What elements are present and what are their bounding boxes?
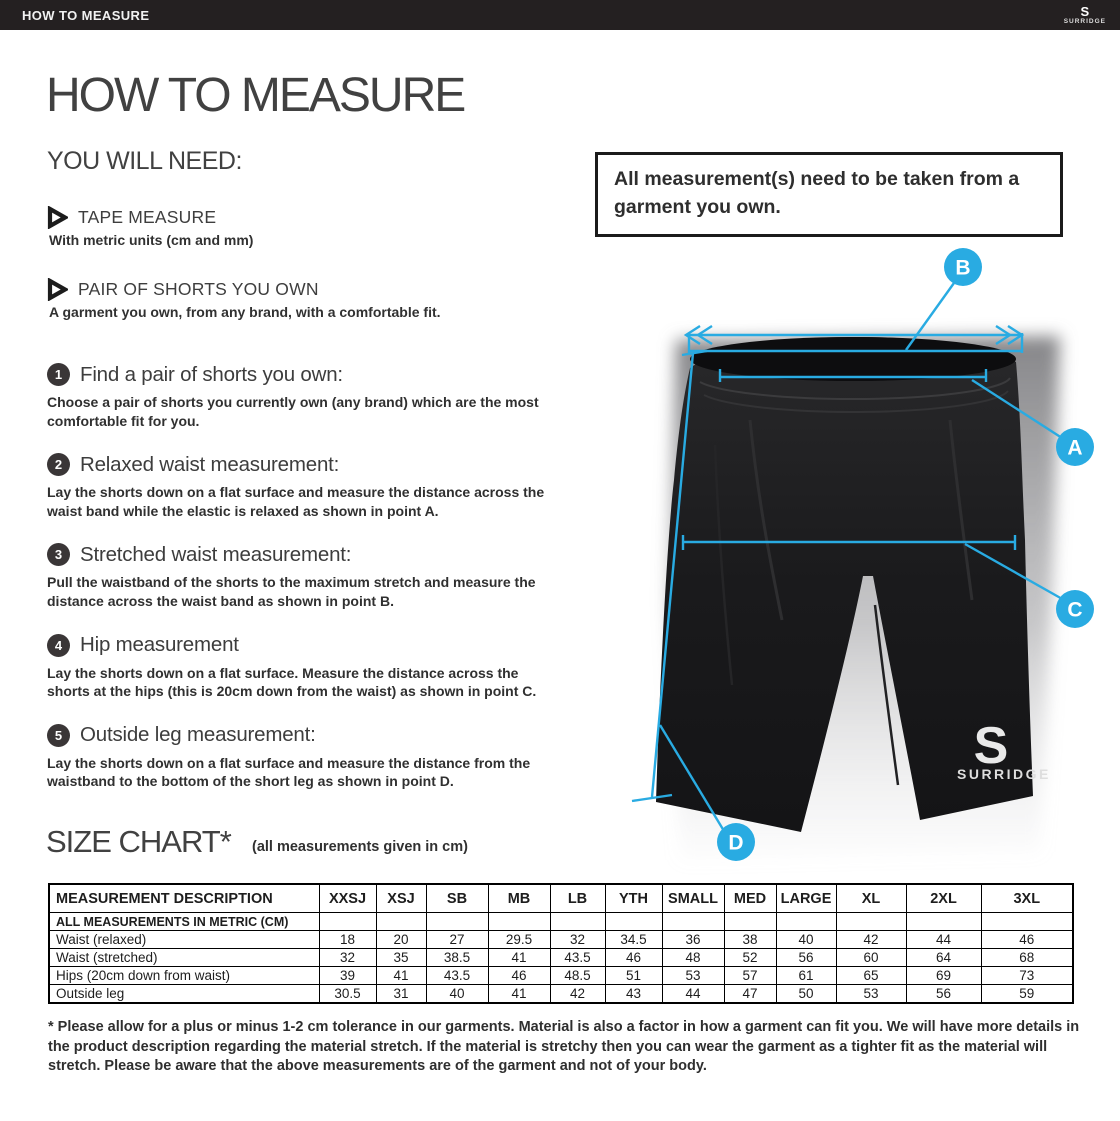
value-cell: 47 bbox=[724, 985, 776, 1004]
value-cell: 41 bbox=[488, 949, 550, 967]
step-header bbox=[47, 361, 567, 388]
size-chart-heading: SIZE CHART* bbox=[46, 824, 231, 859]
value-cell: 31 bbox=[376, 985, 426, 1004]
empty-cell bbox=[662, 913, 724, 931]
value-cell: 43.5 bbox=[426, 967, 488, 985]
top-bar-title: HOW TO MEASURE bbox=[22, 7, 150, 23]
svg-text:D: D bbox=[728, 831, 744, 855]
row-label-cell: Hips (20cm down from waist) bbox=[49, 967, 319, 985]
empty-cell bbox=[836, 913, 906, 931]
value-cell: 41 bbox=[376, 967, 426, 985]
value-cell: 46 bbox=[605, 949, 662, 967]
step-item bbox=[47, 451, 567, 520]
value-cell: 69 bbox=[906, 967, 981, 985]
step-item bbox=[47, 361, 567, 430]
step-item bbox=[47, 632, 567, 701]
value-cell: 27 bbox=[426, 931, 488, 949]
marker-c bbox=[1056, 590, 1094, 628]
marker-a bbox=[1056, 428, 1094, 466]
value-cell: 40 bbox=[776, 931, 836, 949]
size-chart-note: (all measurements given in cm) bbox=[252, 839, 468, 855]
svg-text:B: B bbox=[955, 256, 971, 280]
shorts-logo-s-icon: S bbox=[973, 717, 1009, 775]
value-cell: 57 bbox=[724, 967, 776, 985]
shorts-measurement-diagram bbox=[620, 240, 1120, 880]
table-row bbox=[49, 985, 1073, 1004]
metric-note-label: ALL MEASUREMENTS IN METRIC (CM) bbox=[49, 913, 319, 931]
value-cell: 53 bbox=[662, 967, 724, 985]
table-header-cell: LARGE bbox=[776, 884, 836, 913]
empty-cell bbox=[488, 913, 550, 931]
you-will-need-heading: YOU WILL NEED: bbox=[47, 147, 242, 175]
step-header bbox=[47, 451, 567, 478]
footnote-text: * Please allow for a plus or minus 1-2 cm tolerance in our garments. Material is also a factor in how a garment can fit you. We will have more details in the product description regarding the material stretch. If the material is stretchy then you can wear the garment as a tighter fit as the material will stretch. Please be aware that the above measurements are of the garment and not of your body. bbox=[48, 1019, 1080, 1075]
step-desc: Pull the waistband of the shorts to the maximum stretch and measure the distance across the waist band as shown in point B. bbox=[47, 574, 536, 610]
value-cell: 34.5 bbox=[605, 931, 662, 949]
value-cell: 40 bbox=[426, 985, 488, 1004]
value-cell: 32 bbox=[319, 949, 376, 967]
surridge-s-icon: S bbox=[1080, 3, 1090, 19]
value-cell: 29.5 bbox=[488, 931, 550, 949]
value-cell: 42 bbox=[550, 985, 605, 1004]
metric-note-row bbox=[49, 913, 1073, 931]
table-header-row bbox=[49, 884, 1073, 913]
empty-cell bbox=[776, 913, 836, 931]
value-cell: 48 bbox=[662, 949, 724, 967]
callout-box bbox=[595, 152, 1063, 237]
step-desc: Lay the shorts down on a flat surface. Measure the distance across the shorts at the hips (this is 20cm down from the waist) as shown in point C. bbox=[47, 664, 537, 700]
value-cell: 18 bbox=[319, 931, 376, 949]
empty-cell bbox=[376, 913, 426, 931]
value-cell: 38.5 bbox=[426, 949, 488, 967]
step-header bbox=[47, 722, 567, 749]
value-cell: 44 bbox=[662, 985, 724, 1004]
value-cell: 46 bbox=[981, 931, 1073, 949]
value-cell: 61 bbox=[776, 967, 836, 985]
need-item-title: TAPE MEASURE bbox=[78, 206, 217, 227]
table-header-cell: MEASUREMENT DESCRIPTION bbox=[49, 884, 319, 913]
need-item bbox=[47, 277, 567, 320]
table-header-cell: SB bbox=[426, 884, 488, 913]
row-label-cell: Waist (relaxed) bbox=[49, 931, 319, 949]
table-row bbox=[49, 949, 1073, 967]
step-desc: Choose a pair of shorts you currently own (any brand) which are the most comfortable fit for you. bbox=[47, 394, 539, 429]
step-number-badge: 4 bbox=[47, 634, 70, 657]
callout-text: All measurement(s) need to be taken from a garment you own. bbox=[614, 168, 1020, 218]
value-cell: 38 bbox=[724, 931, 776, 949]
step-title: Outside leg measurement: bbox=[80, 723, 316, 747]
table-header-cell: YTH bbox=[605, 884, 662, 913]
empty-cell bbox=[426, 913, 488, 931]
value-cell: 41 bbox=[488, 985, 550, 1004]
steps-list bbox=[47, 361, 567, 812]
play-triangle-icon bbox=[47, 278, 68, 301]
need-item-desc: A garment you own, from any brand, with a comfortable fit. bbox=[49, 304, 441, 320]
table-header-cell: XXSJ bbox=[319, 884, 376, 913]
need-item-desc: With metric units (cm and mm) bbox=[49, 232, 254, 248]
value-cell: 56 bbox=[906, 985, 981, 1004]
value-cell: 51 bbox=[605, 967, 662, 985]
value-cell: 56 bbox=[776, 949, 836, 967]
value-cell: 60 bbox=[836, 949, 906, 967]
step-item bbox=[47, 722, 567, 791]
svg-text:C: C bbox=[1067, 598, 1083, 622]
step-number-badge: 5 bbox=[47, 724, 70, 747]
step-desc: Lay the shorts down on a flat surface and measure the distance across the waist band while the elastic is relaxed as shown in point A. bbox=[47, 484, 545, 519]
marker-d bbox=[717, 823, 755, 861]
value-cell: 32 bbox=[550, 931, 605, 949]
value-cell: 44 bbox=[906, 931, 981, 949]
svg-text:A: A bbox=[1067, 436, 1083, 460]
marker-b bbox=[944, 248, 982, 286]
top-bar bbox=[0, 0, 1120, 30]
value-cell: 42 bbox=[836, 931, 906, 949]
step-desc: Lay the shorts down on a flat surface and measure the distance from the waistband to the bottom of the short leg as shown in point D. bbox=[47, 754, 531, 790]
empty-cell bbox=[550, 913, 605, 931]
step-title: Stretched waist measurement: bbox=[80, 542, 352, 566]
value-cell: 53 bbox=[836, 985, 906, 1004]
value-cell: 52 bbox=[724, 949, 776, 967]
step-number-badge: 2 bbox=[47, 453, 70, 476]
table-header-cell: SMALL bbox=[662, 884, 724, 913]
empty-cell bbox=[319, 913, 376, 931]
step-number-badge: 3 bbox=[47, 543, 70, 566]
value-cell: 68 bbox=[981, 949, 1073, 967]
value-cell: 73 bbox=[981, 967, 1073, 985]
value-cell: 35 bbox=[376, 949, 426, 967]
value-cell: 59 bbox=[981, 985, 1073, 1004]
value-cell: 43.5 bbox=[550, 949, 605, 967]
surridge-logo-text: SURRIDGE bbox=[1063, 17, 1106, 25]
table-header-cell: MED bbox=[724, 884, 776, 913]
table-row bbox=[49, 931, 1073, 949]
value-cell: 50 bbox=[776, 985, 836, 1004]
step-title: Hip measurement bbox=[80, 633, 239, 657]
step-header bbox=[47, 632, 567, 659]
page-title: HOW TO MEASURE bbox=[46, 69, 465, 122]
table-header-cell: 3XL bbox=[981, 884, 1073, 913]
table-header-cell: LB bbox=[550, 884, 605, 913]
value-cell: 64 bbox=[906, 949, 981, 967]
value-cell: 48.5 bbox=[550, 967, 605, 985]
surridge-logo bbox=[1064, 5, 1120, 26]
table-row bbox=[49, 967, 1073, 985]
need-item-header bbox=[47, 205, 567, 229]
value-cell: 65 bbox=[836, 967, 906, 985]
empty-cell bbox=[724, 913, 776, 931]
value-cell: 20 bbox=[376, 931, 426, 949]
value-cell: 30.5 bbox=[319, 985, 376, 1004]
empty-cell bbox=[906, 913, 981, 931]
value-cell: 36 bbox=[662, 931, 724, 949]
row-label-cell: Waist (stretched) bbox=[49, 949, 319, 967]
value-cell: 46 bbox=[488, 967, 550, 985]
step-item bbox=[47, 541, 567, 610]
step-title: Find a pair of shorts you own: bbox=[80, 362, 343, 386]
size-chart-table bbox=[48, 883, 1074, 1004]
step-number-badge: 1 bbox=[47, 363, 70, 386]
empty-cell bbox=[981, 913, 1073, 931]
step-header bbox=[47, 541, 567, 568]
you-will-need-list bbox=[47, 205, 567, 349]
play-triangle-icon bbox=[47, 206, 68, 229]
empty-cell bbox=[605, 913, 662, 931]
shorts-logo-text: SURRIDGE bbox=[957, 766, 1051, 782]
step-title: Relaxed waist measurement: bbox=[80, 452, 340, 476]
row-label-cell: Outside leg bbox=[49, 985, 319, 1004]
value-cell: 43 bbox=[605, 985, 662, 1004]
table-header-cell: XL bbox=[836, 884, 906, 913]
table-header-cell: 2XL bbox=[906, 884, 981, 913]
value-cell: 39 bbox=[319, 967, 376, 985]
need-item-header bbox=[47, 277, 567, 301]
need-item-title: PAIR OF SHORTS YOU OWN bbox=[78, 278, 319, 299]
need-item bbox=[47, 205, 567, 248]
table-header-cell: XSJ bbox=[376, 884, 426, 913]
table-header-cell: MB bbox=[488, 884, 550, 913]
